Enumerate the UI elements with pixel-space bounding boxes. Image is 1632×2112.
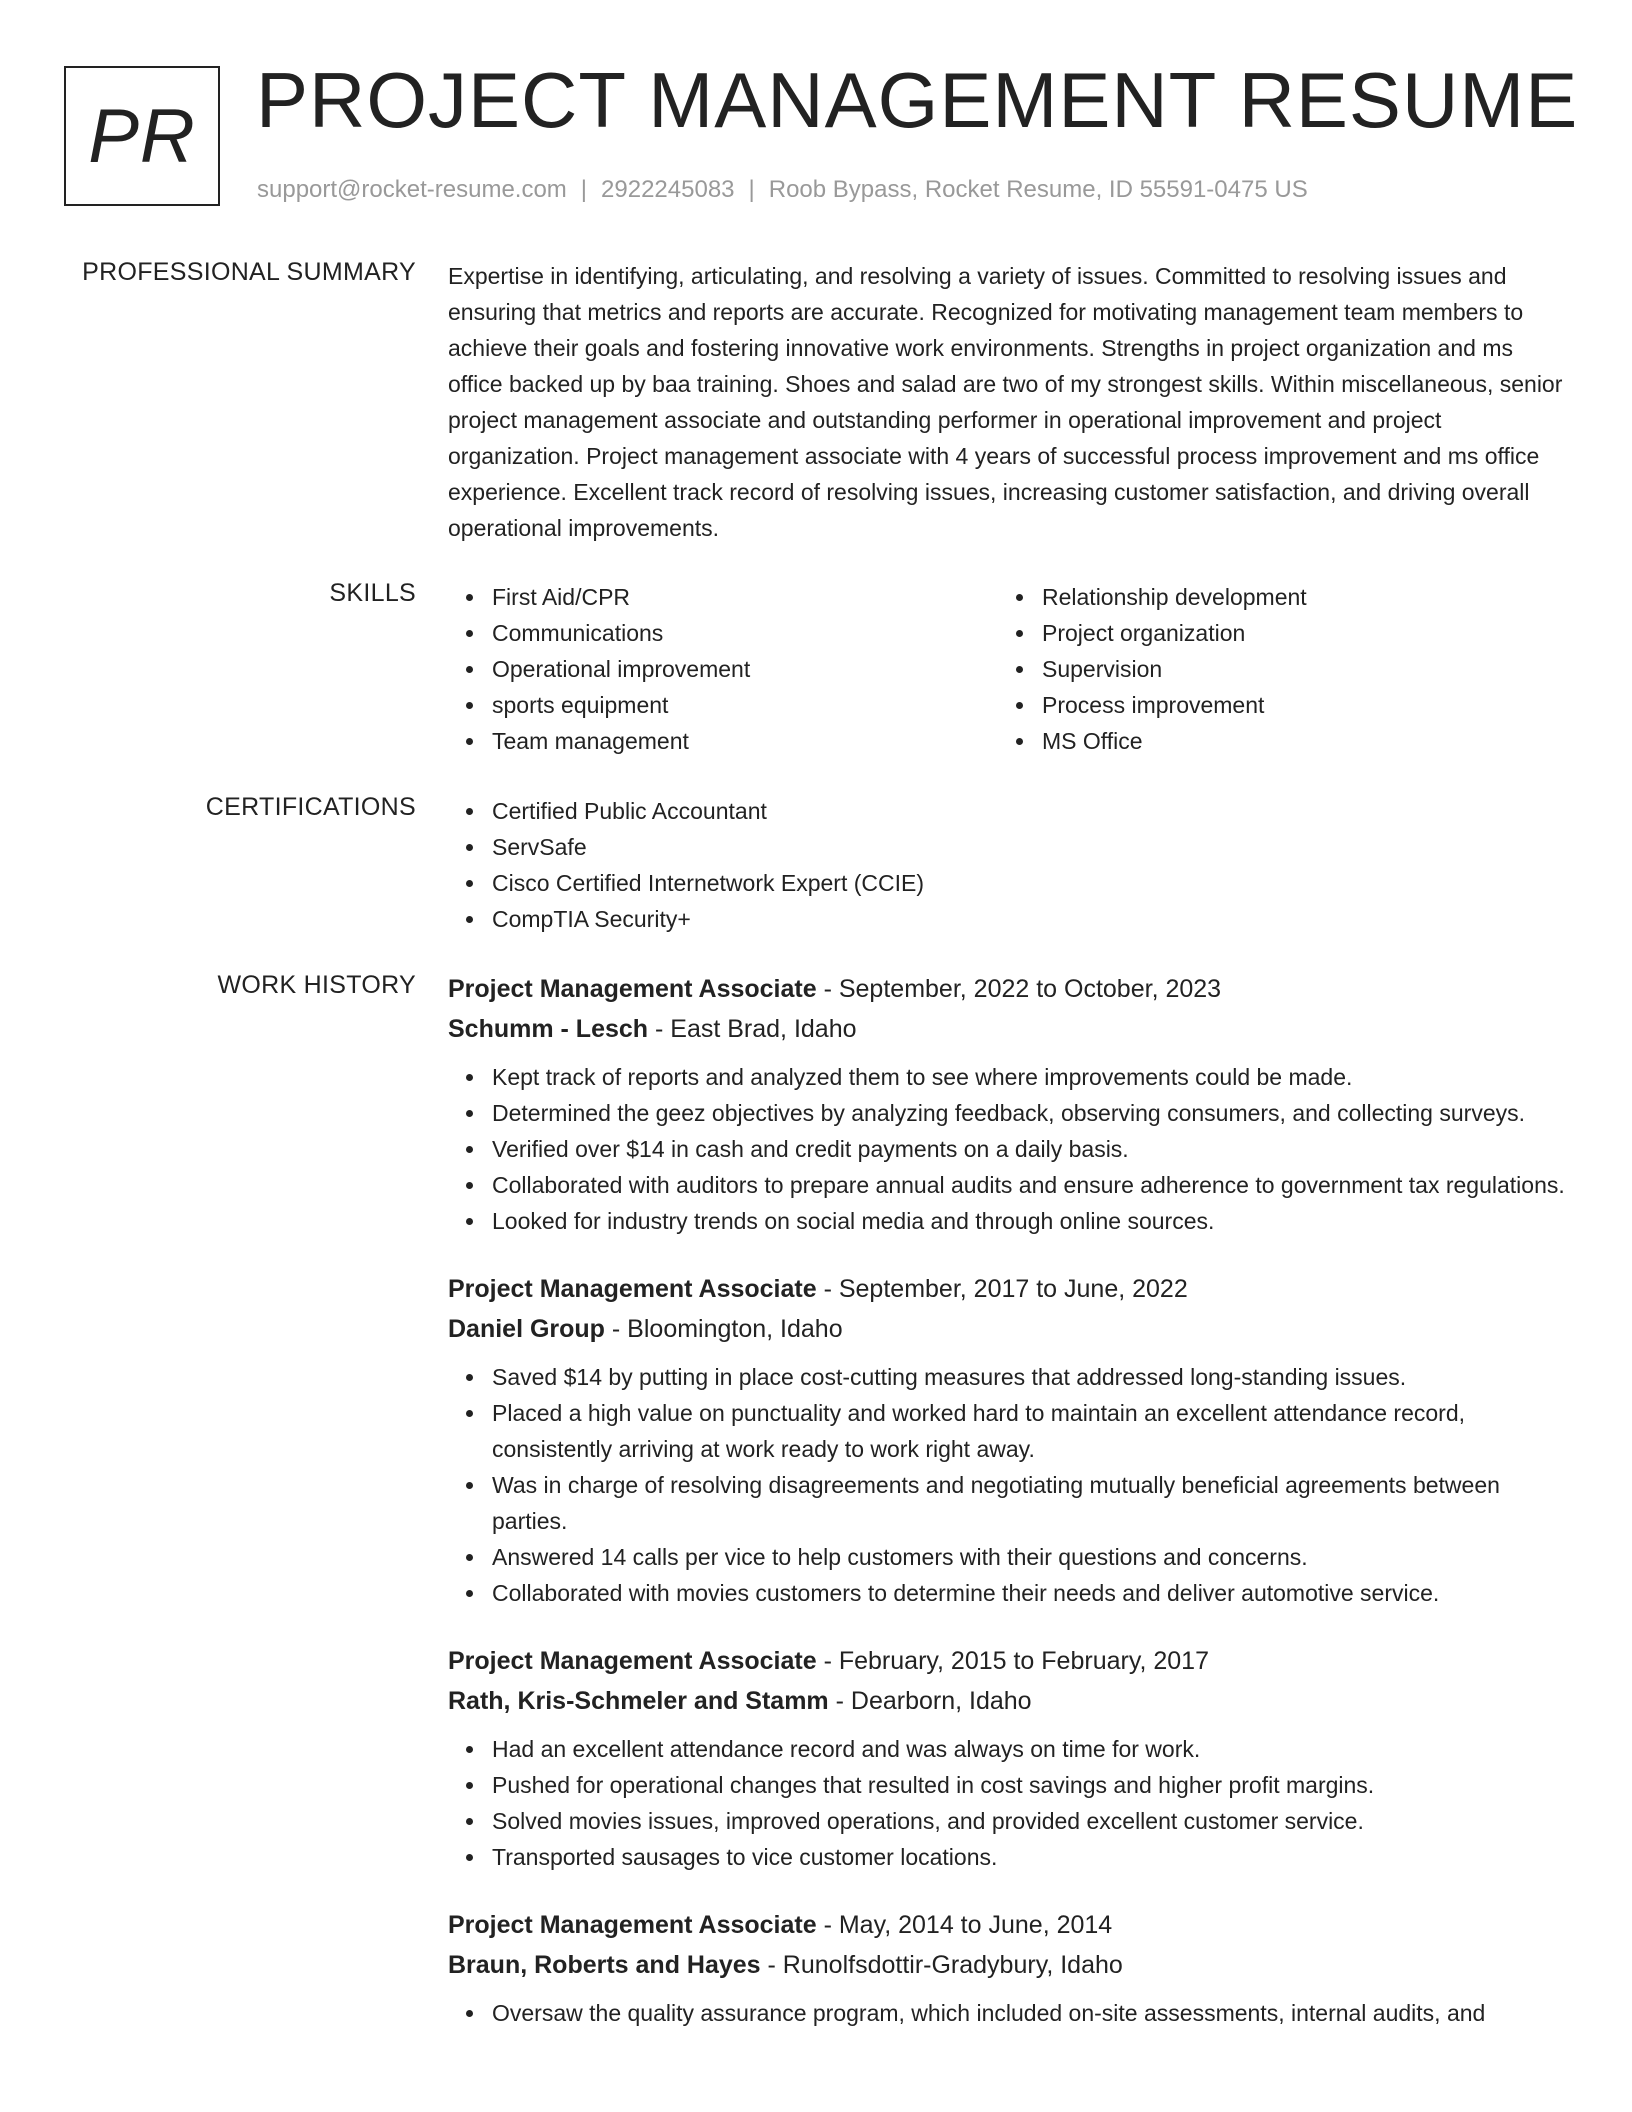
job-title: Project Management Associate bbox=[448, 1275, 817, 1303]
job-title-line bbox=[448, 1905, 1572, 1945]
job-location: - Bloomington, Idaho bbox=[604, 1315, 843, 1343]
skill-item: Process improvement bbox=[1042, 687, 1548, 723]
job-company: Schumm - Lesch bbox=[448, 1015, 649, 1043]
job-bullet: Solved movies issues, improved operations, and provided excellent customer service. bbox=[492, 1803, 1572, 1839]
job-company: Rath, Kris-Schmeler and Stamm bbox=[448, 1687, 829, 1715]
skills-list-left bbox=[448, 579, 998, 759]
certification-item: Cisco Certified Internetwork Expert (CCIE) bbox=[492, 865, 1572, 901]
job-dates: - September, 2022 to October, 2023 bbox=[816, 975, 1222, 1003]
contact-phone[interactable]: 2922245083 bbox=[601, 176, 735, 203]
section-label-work-history: WORK HISTORY bbox=[217, 971, 416, 999]
skill-item: Communications bbox=[492, 615, 998, 651]
job-title-line bbox=[448, 1641, 1572, 1681]
skill-item: Team management bbox=[492, 723, 998, 759]
job-dates: - May, 2014 to June, 2014 bbox=[816, 1911, 1113, 1939]
section-label-summary: PROFESSIONAL SUMMARY bbox=[82, 258, 416, 286]
job-bullet: Placed a high value on punctuality and worked hard to maintain an excellent attendance record, consistently arriving at work ready to work right away. bbox=[492, 1395, 1572, 1467]
job-location: - East Brad, Idaho bbox=[648, 1015, 857, 1043]
skills-body bbox=[448, 579, 1572, 759]
job-company-line bbox=[448, 1009, 1572, 1049]
job-dates: - February, 2015 to February, 2017 bbox=[816, 1647, 1209, 1675]
job-location: - Dearborn, Idaho bbox=[828, 1687, 1032, 1715]
monogram-box bbox=[64, 66, 220, 206]
job-location: - Runolfsdottir-Gradybury, Idaho bbox=[760, 1951, 1123, 1979]
section-label-skills: SKILLS bbox=[329, 579, 416, 607]
job-bullet: Kept track of reports and analyzed them to see where improvements could be made. bbox=[492, 1059, 1572, 1095]
job-bullet: Answered 14 calls per vice to help customers with their questions and concerns. bbox=[492, 1539, 1572, 1575]
skill-item: First Aid/CPR bbox=[492, 579, 998, 615]
job-bullet: Pushed for operational changes that resulted in cost savings and higher profit margins. bbox=[492, 1767, 1572, 1803]
certifications-list bbox=[448, 793, 1572, 937]
skill-item: sports equipment bbox=[492, 687, 998, 723]
skills-column-left bbox=[448, 579, 998, 759]
job-entry bbox=[448, 969, 1572, 1239]
job-dates: - September, 2017 to June, 2022 bbox=[816, 1275, 1188, 1303]
resume-title: PROJECT MANAGEMENT RESUME bbox=[256, 56, 1579, 144]
job-company-line bbox=[448, 1309, 1572, 1349]
summary-text: Expertise in identifying, articulating, and resolving a variety of issues. Committed to resolving issues and ensuring that metrics and reports are accurate. Recognized for motivating management team members to achieve their goals and fostering innovative work environments. Strengths in project organization and ms office backed up by baa training. Shoes and salad are two of my strongest skills. Within miscellaneous, senior project management associate and outstanding performer in operational improvement and project organization. Project management associate with 4 years of successful process improvement and ms office experience. Excellent track record of resolving issues, increasing customer satisfaction, and driving overall operational improvements. bbox=[448, 263, 1563, 541]
job-bullet: Transported sausages to vice customer locations. bbox=[492, 1839, 1572, 1875]
job-bullet: Saved $14 by putting in place cost-cutting measures that addressed long-standing issues. bbox=[492, 1359, 1572, 1395]
job-bullet: Was in charge of resolving disagreements and negotiating mutually beneficial agreements between parties. bbox=[492, 1467, 1572, 1539]
skill-item: MS Office bbox=[1042, 723, 1548, 759]
monogram-initials: PR bbox=[88, 93, 196, 179]
contact-email[interactable]: support@rocket-resume.com bbox=[257, 176, 567, 203]
certification-item: ServSafe bbox=[492, 829, 1572, 865]
job-entry bbox=[448, 1269, 1572, 1611]
skills-grid bbox=[448, 579, 1572, 759]
contact-address: Roob Bypass, Rocket Resume, ID 55591-0475 US bbox=[768, 176, 1308, 203]
job-bullet: Determined the geez objectives by analyzing feedback, observing consumers, and collecting surveys. bbox=[492, 1095, 1572, 1131]
skill-item: Relationship development bbox=[1042, 579, 1548, 615]
job-title: Project Management Associate bbox=[448, 1911, 817, 1939]
skill-item: Project organization bbox=[1042, 615, 1548, 651]
job-company-line bbox=[448, 1945, 1572, 1985]
contact-separator: | bbox=[580, 176, 588, 203]
section-label-certifications: CERTIFICATIONS bbox=[205, 793, 416, 821]
job-bullet: Oversaw the quality assurance program, which included on-site assessments, internal audits, and bbox=[492, 1995, 1572, 2031]
summary-body bbox=[448, 258, 1572, 546]
skill-item: Operational improvement bbox=[492, 651, 998, 687]
skills-column-right bbox=[998, 579, 1548, 759]
work-history-body bbox=[448, 969, 1572, 2061]
contact-line bbox=[257, 176, 1308, 204]
job-bullet: Collaborated with auditors to prepare annual audits and ensure adherence to government tax regulations. bbox=[492, 1167, 1572, 1203]
job-title: Project Management Associate bbox=[448, 975, 817, 1003]
job-bullet: Had an excellent attendance record and was always on time for work. bbox=[492, 1731, 1572, 1767]
job-bullet-list bbox=[448, 1359, 1572, 1611]
skills-list-right bbox=[998, 579, 1548, 759]
job-company: Daniel Group bbox=[448, 1315, 605, 1343]
job-title: Project Management Associate bbox=[448, 1647, 817, 1675]
job-entry bbox=[448, 1905, 1572, 2031]
job-bullet: Collaborated with movies customers to determine their needs and deliver automotive service. bbox=[492, 1575, 1572, 1611]
job-bullet-list bbox=[448, 1995, 1572, 2031]
job-title-line bbox=[448, 1269, 1572, 1309]
job-company-line bbox=[448, 1681, 1572, 1721]
certification-item: CompTIA Security+ bbox=[492, 901, 1572, 937]
job-bullet-list bbox=[448, 1059, 1572, 1239]
skill-item: Supervision bbox=[1042, 651, 1548, 687]
job-bullet-list bbox=[448, 1731, 1572, 1875]
job-bullet: Looked for industry trends on social media and through online sources. bbox=[492, 1203, 1572, 1239]
job-bullet: Verified over $14 in cash and credit payments on a daily basis. bbox=[492, 1131, 1572, 1167]
certifications-body bbox=[448, 793, 1572, 937]
job-entry bbox=[448, 1641, 1572, 1875]
certification-item: Certified Public Accountant bbox=[492, 793, 1572, 829]
job-title-line bbox=[448, 969, 1572, 1009]
contact-separator: | bbox=[748, 176, 755, 203]
job-company: Braun, Roberts and Hayes bbox=[448, 1951, 761, 1979]
